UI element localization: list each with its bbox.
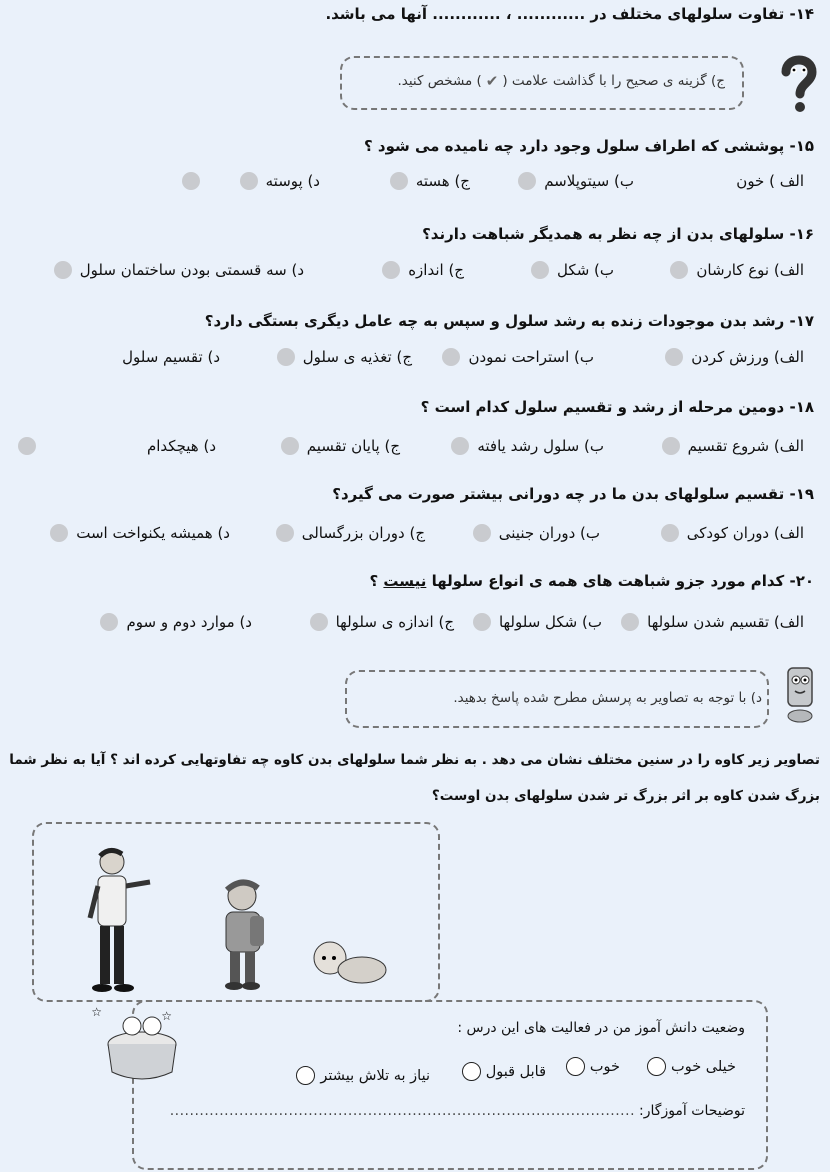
option-label: ج) تغذیه ی سلول [302, 348, 412, 366]
option-label: الف) شروع تقسیم [687, 437, 804, 455]
option-label: الف) ورزش کردن [691, 348, 804, 366]
option-label: د) هیچکدام [146, 437, 216, 455]
option-label: ب) شکل [557, 261, 614, 279]
evaluation-title: وضعیت دانش آموز من در فعالیت های این درس : [457, 1020, 745, 1036]
answer-bubble[interactable] [670, 261, 688, 279]
question-18-option-d-bubble[interactable] [18, 437, 36, 455]
option-label: ب) سیتوپلاسم [544, 172, 634, 190]
question-15-option-a[interactable] [736, 172, 804, 190]
answer-bubble[interactable] [661, 524, 679, 542]
section-c-instruction [397, 72, 725, 90]
answer-bubble[interactable] [621, 613, 639, 631]
question-15-option-b[interactable] [518, 172, 634, 190]
answer-bubble[interactable] [310, 613, 328, 631]
question-16-option-c[interactable] [382, 261, 464, 279]
question-20-option-d[interactable] [100, 613, 252, 631]
answer-bubble[interactable] [100, 613, 118, 631]
option-label: الف ) خون [736, 172, 804, 190]
question-20-option-a[interactable] [621, 613, 804, 631]
rating-good[interactable] [566, 1057, 620, 1076]
question-17-option-d[interactable] [122, 348, 220, 366]
option-label: ج) اندازه ی سلولها [335, 613, 454, 631]
checkmark-icon: ✔ [485, 72, 499, 90]
option-label: د) تقسیم سلول [122, 348, 220, 366]
question-19-options [0, 524, 830, 554]
rating-radio[interactable] [296, 1066, 315, 1085]
answer-bubble[interactable] [382, 261, 400, 279]
question-18: ۱۸- دومین مرحله از رشد و تقسیم سلول کدام است ؟ [420, 398, 814, 416]
option-label: د) همیشه یکنواخت است [76, 524, 230, 542]
question-15-options [0, 172, 830, 202]
option-label: ب) شکل سلولها [498, 613, 602, 631]
question-19-option-c[interactable] [276, 524, 425, 542]
question-17: ۱۷- رشد بدن موجودات زنده به رشد سلول و سپس به چه عامل دیگری بستگی دارد؟ [204, 312, 814, 330]
option-label: الف) تقسیم شدن سلولها [647, 613, 804, 631]
question-19-option-b[interactable] [473, 524, 600, 542]
option-label: ب) دوران جنینی [498, 524, 600, 542]
question-16: ۱۶- سلولهای بدن از چه نظر به همدیگر شباهت دارند؟ [422, 225, 814, 243]
section-c-instruction-text: ج) گزینه ی صحیح را با گذاشت علامت ( [502, 73, 725, 89]
question-20-options [0, 613, 830, 643]
question-18-option-b[interactable] [451, 437, 604, 455]
question-17-option-b[interactable] [442, 348, 594, 366]
option-label: ب) استراحت نمودن [468, 348, 594, 366]
option-label: ج) هسته [415, 172, 470, 190]
question-20-option-b[interactable] [473, 613, 602, 631]
question-20-option-c[interactable] [310, 613, 454, 631]
question-16-option-d[interactable] [54, 261, 304, 279]
child-with-backpack-illustration [218, 876, 270, 992]
question-18-option-a[interactable] [662, 437, 804, 455]
teacher-notes-field[interactable]: .............................................................................................. [169, 1103, 636, 1119]
baby-crawling-illustration [306, 936, 390, 988]
question-16-option-b[interactable] [531, 261, 614, 279]
answer-bubble[interactable] [665, 348, 683, 366]
option-label: ج) اندازه [408, 261, 464, 279]
adult-man-illustration [88, 846, 168, 996]
answer-bubble[interactable] [451, 437, 469, 455]
question-17-option-c[interactable] [277, 348, 412, 366]
answer-bubble[interactable] [54, 261, 72, 279]
question-15-option-c[interactable] [390, 172, 470, 190]
question-18-options [0, 437, 830, 467]
answer-bubble[interactable] [182, 172, 200, 190]
answer-bubble[interactable] [442, 348, 460, 366]
rating-radio[interactable] [647, 1057, 666, 1076]
cartoon-drum-mascot-icon [91, 1000, 186, 1086]
teacher-notes [170, 1103, 745, 1119]
rating-radio[interactable] [566, 1057, 585, 1076]
passage-line-2: بزرگ شدن کاوه بر اثر بزرگ تر شدن سلولهای بدن اوست؟ [431, 788, 820, 804]
passage-line-1: تصاویر زیر کاوه را در سنین مختلف نشان می دهد . به نظر شما سلولهای بدن کاوه چه تفاوتهایی کرده اند ؟ آیا به نظر شما [9, 752, 820, 768]
section-d-instruction: د) با توجه به تصاویر به پرسش مطرح شده پاسخ بدهید. [453, 690, 762, 706]
svg-text:☆: ☆ [91, 1005, 102, 1019]
thinking-glass-mascot-icon [784, 660, 816, 724]
question-19-option-d[interactable] [50, 524, 230, 542]
question-14: ۱۴- تفاوت سلولهای مختلف در ............ ، ............ آنها می باشد. [325, 5, 814, 23]
answer-bubble[interactable] [240, 172, 258, 190]
question-19-option-a[interactable] [661, 524, 804, 542]
answer-bubble[interactable] [276, 524, 294, 542]
question-19: ۱۹- تقسیم سلولهای بدن ما در چه دورانی بیشتر صورت می گیرد؟ [332, 485, 814, 503]
answer-bubble[interactable] [18, 437, 36, 455]
option-label: ج) دوران بزرگسالی [301, 524, 425, 542]
answer-bubble[interactable] [473, 524, 491, 542]
rating-very-good[interactable] [647, 1057, 736, 1076]
question-17-option-a[interactable] [665, 348, 804, 366]
option-label: ج) پایان تقسیم [306, 437, 400, 455]
question-20-text: ۲۰- کدام مورد جزو شباهت های همه ی انواع سلولها [431, 572, 814, 590]
question-20 [369, 572, 814, 590]
answer-bubble[interactable] [531, 261, 549, 279]
rating-label: قابل قبول [485, 1063, 546, 1080]
answer-bubble[interactable] [390, 172, 408, 190]
question-20-text-end: ؟ [369, 572, 379, 590]
rating-label: خیلی خوب [671, 1058, 736, 1075]
rating-label: نیاز به تلاش بیشتر [320, 1067, 430, 1084]
question-mark-mascot-icon [778, 50, 818, 114]
question-20-emphasis: نیست [383, 572, 427, 590]
option-label: الف) دوران کودکی [686, 524, 804, 542]
section-c-instruction-text-end: ) مشخص کنید. [397, 73, 482, 89]
option-label: د) موارد دوم و سوم [126, 613, 252, 631]
rating-needs-more-effort[interactable] [296, 1066, 430, 1085]
question-16-option-a[interactable] [670, 261, 804, 279]
question-16-options [0, 261, 830, 291]
question-17-options [0, 348, 830, 378]
option-label: ب) سلول رشد یافته [477, 437, 604, 455]
answer-bubble[interactable] [277, 348, 295, 366]
answer-bubble[interactable] [50, 524, 68, 542]
answer-bubble[interactable] [473, 613, 491, 631]
rating-acceptable[interactable] [462, 1062, 546, 1081]
rating-label: خوب [589, 1058, 620, 1075]
question-15-option-d-bubble[interactable] [182, 172, 200, 190]
answer-bubble[interactable] [281, 437, 299, 455]
svg-text:☆: ☆ [161, 1009, 172, 1023]
option-label: الف) نوع کارشان [696, 261, 804, 279]
question-15: ۱۵- پوششی که اطراف سلول وجود دارد چه نامیده می شود ؟ [363, 137, 814, 155]
option-label: د) سه قسمتی بودن ساختمان سلول [79, 261, 304, 279]
question-18-option-d[interactable] [147, 437, 216, 455]
answer-bubble[interactable] [662, 437, 680, 455]
option-label: د) پوسته [265, 172, 320, 190]
question-15-option-d[interactable] [240, 172, 320, 190]
rating-radio[interactable] [462, 1062, 481, 1081]
teacher-notes-label: توضیحات آموزگار: [639, 1103, 745, 1119]
answer-bubble[interactable] [518, 172, 536, 190]
question-18-option-c[interactable] [281, 437, 400, 455]
